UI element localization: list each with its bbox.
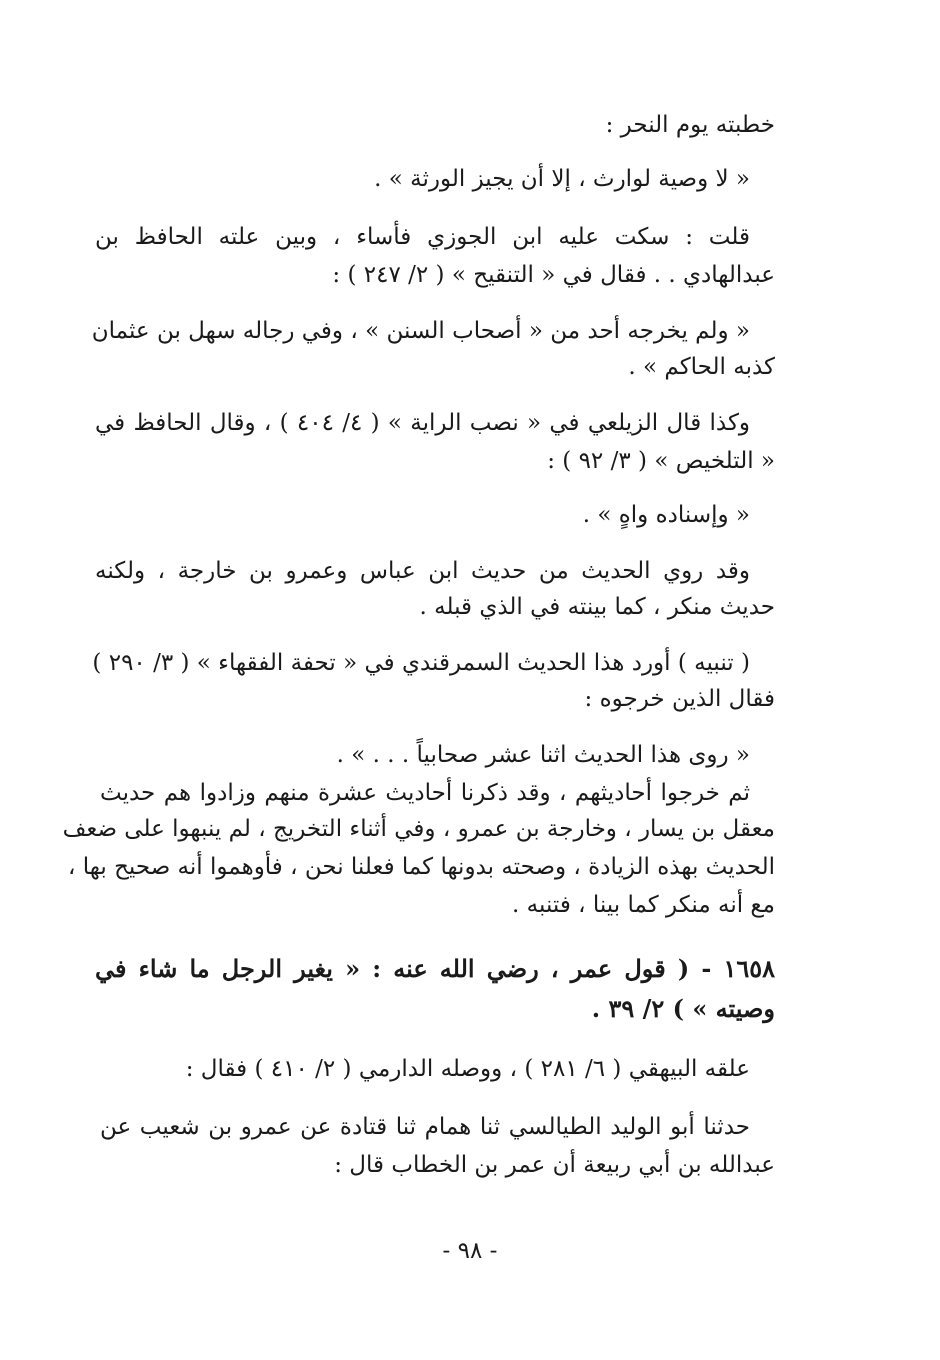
text-line: ( تنبيه ) أورد هذا الحديث السمرقندي في « تحفة الفقهاء » ( ٣/ ٢٩٠ ) [92, 650, 750, 676]
text-line: حديث منكر ، كما بينته في الذي قبله . [419, 594, 775, 620]
quote-line: « روى هذا الحديث اثنا عشر صحابياً . . . » . [336, 742, 750, 768]
text-line: مع أنه منكر كما بينا ، فتنبه . [512, 892, 775, 918]
text-line: خطبته يوم النحر : [605, 112, 775, 138]
quote-line: « لا وصية لوارث ، إلا أن يجيز الورثة » . [374, 166, 750, 192]
text-line: فقال الذين خرجوه : [584, 686, 775, 712]
text-line: وقد روي الحديث من حديث ابن عباس وعمرو بن خارجة ، ولكنه [95, 558, 750, 584]
text-line: قلت : سكت عليه ابن الجوزي فأساء ، وبين علته الحافظ بن [95, 224, 750, 250]
text-line: معقل بن يسار ، وخارجة بن عمرو ، وفي أثناء التخريج ، لم ينبهوا على ضعف [62, 816, 775, 842]
hadith-heading: ١٦٥٨ - ( قول عمر ، رضي الله عنه : « يغير الرجل ما شاء في [95, 954, 775, 983]
text-line: عبدالهادي . . فقال في « التنقيح » ( ٢/ ٢٤٧ ) : [332, 262, 775, 288]
text-line: الحديث بهذه الزيادة ، وصحته بدونها كما فعلنا نحن ، فأوهموا أنه صحيح بها ، [68, 854, 775, 880]
text-line: حدثنا أبو الوليد الطيالسي ثنا همام ثنا قتادة عن عمرو بن شعيب عن [100, 1114, 750, 1140]
text-line: علقه البيهقي ( ٦/ ٢٨١ ) ، ووصله الدارمي ( ٢/ ٤١٠ ) فقال : [185, 1056, 750, 1082]
text-line: « التلخيص » ( ٣/ ٩٢ ) : [547, 448, 775, 474]
quote-line: « ولم يخرجه أحد من « أصحاب السنن » ، وفي رجاله سهل بن عثمان [91, 318, 750, 344]
text-line: عبدالله بن أبي ربيعة أن عمر بن الخطاب قال : [334, 1152, 775, 1178]
text-line: وكذا قال الزيلعي في « نصب الراية » ( ٤/ ٤٠٤ ) ، وقال الحافظ في [95, 410, 750, 436]
page-number: - ٩٨ - [442, 1238, 498, 1264]
quote-line: « وإسناده واهٍ » . [582, 502, 750, 528]
text-line: كذبه الحاكم » . [628, 354, 775, 380]
hadith-heading: وصيته » ) ٢/ ٣٩ . [591, 994, 775, 1023]
text-line: ثم خرجوا أحاديثهم ، وقد ذكرنا أحاديث عشرة منهم وزادوا هم حديث [100, 780, 750, 806]
